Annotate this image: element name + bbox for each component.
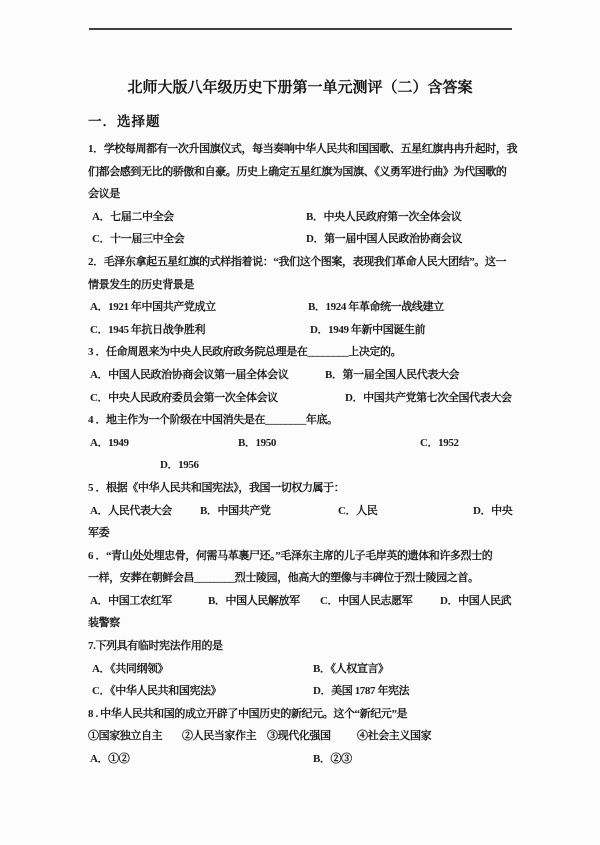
- q2-stem-line-1: 2．毛泽东拿起五星红旗的式样指着说：“我们这个图案，表现我们革命人民大团结”。这一: [88, 255, 507, 268]
- q4-stem-line-1: 4 ．地主作为一个阶级在中国消失是在________年底。: [88, 414, 338, 427]
- q8-options-row-1: [88, 748, 512, 771]
- q5-option-c: C．人民: [338, 504, 378, 517]
- q8-item-4: ④社会主义国家: [357, 730, 432, 743]
- q4-option-a: A．1949: [90, 436, 129, 449]
- q2-options-row-1: [88, 296, 512, 319]
- q1-stem-line-3: 会议是: [88, 188, 120, 201]
- q6-option-d-wrap: 装警察: [88, 617, 120, 630]
- q8-items-row: [88, 725, 512, 748]
- q4-option-c: C．1952: [420, 436, 459, 449]
- q3-options-row-1: [88, 364, 512, 387]
- q5-stem-line-1: 5 ．根据《中华人民共和国宪法》，我国一切权力属于：: [88, 481, 345, 494]
- q2-option-b: B．1924 年革命统一战线建立: [308, 301, 444, 314]
- q2-option-c: C．1945 年抗日战争胜利: [90, 323, 206, 336]
- q2-option-a: A．1921 年中国共产党成立: [90, 301, 216, 314]
- q1-stem-line-2: 们都会感到无比的骄傲和自豪。历史上确定五星红旗为国旗、《义勇军进行曲》为代国歌的: [88, 165, 507, 178]
- q6-stem-line-2: 一样，安葬在朝鲜会昌________烈士陵园，他高大的塑像与丰碑位于烈士陵园之首。: [88, 572, 479, 585]
- q7-options-row-1: [88, 658, 512, 681]
- q1-option-a: A．七届二中全会: [92, 210, 174, 223]
- section-heading: 一．选择题: [88, 114, 161, 129]
- q6-option-c: C．中国人民志愿军: [320, 594, 413, 607]
- q7-option-b: B．《人权宣言》: [313, 662, 389, 675]
- q3-option-b: B．第一届全国人民代表大会: [325, 368, 460, 381]
- q1-options-row-1: [88, 206, 512, 229]
- q6-stem-line-1: 6 ．“青山处处埋忠骨，何需马革裹尸还。”毛泽东主席的儿子毛岸英的遗体和许多烈士的: [88, 549, 493, 562]
- q1-option-b: B．中央人民政府第一次全体会议: [306, 210, 462, 223]
- q3-option-c: C．中央人民政府委员会第一次全体会议: [90, 391, 278, 404]
- q2-stem-line-2: 情景发生的历史背景是: [88, 278, 194, 291]
- q3-stem-line-1: 3 ．任命周恩来为中央人民政府政务院总理是在________上决定的。: [88, 346, 402, 359]
- q1-option-c: C．十一届三中全会: [92, 233, 185, 246]
- q6-option-a: A．中国工农红军: [90, 594, 172, 607]
- q5-option-d: D．中央: [473, 504, 513, 517]
- q5-options-row-1: [88, 500, 512, 523]
- q8-item-1: ①国家独立自主: [88, 730, 163, 743]
- q7-option-d: D．美国 1787 年宪法: [313, 685, 410, 698]
- q4-options-row-2: [88, 454, 512, 477]
- q3-option-a: A．中国人民政治协商会议第一届全体会议: [90, 368, 289, 381]
- q8-option-a: A．①②: [90, 753, 130, 766]
- q4-option-b: B．1950: [238, 436, 276, 449]
- q7-option-c: C．《中华人民共和国宪法》: [92, 685, 222, 698]
- q6-option-d: D．中国人民武: [440, 594, 512, 607]
- q5-option-b: B．中国共产党: [200, 504, 271, 517]
- q8-item-2: ②人民当家作主: [182, 730, 257, 743]
- q5-option-a: A．人民代表大会: [90, 504, 172, 517]
- q4-options-row-1: [88, 432, 512, 455]
- q1-option-d: D．第一届中国人民政治协商会议: [306, 233, 462, 246]
- q8-stem-line-1: 8 . 中华人民共和国的成立开辟了中国历史的新纪元。这个“新纪元”是: [88, 707, 408, 720]
- q7-options-row-2: [88, 680, 512, 703]
- q1-stem-line-1: 1．学校每周都有一次升国旗仪式，每当奏响中华人民共和国国歌、五星红旗冉冉升起时，我: [88, 143, 518, 155]
- questions-body: [88, 138, 518, 771]
- q2-option-d: D．1949 年新中国诞生前: [310, 323, 426, 336]
- q7-option-a: A．《共同纲领》: [92, 662, 169, 675]
- q2-options-row-2: [88, 319, 512, 342]
- q5-option-d-wrap: 军委: [88, 527, 110, 540]
- q3-options-row-2: [88, 387, 512, 410]
- q1-options-row-2: [88, 228, 512, 251]
- page-top-divider: [89, 28, 512, 30]
- document-title: 北师大版八年级历史下册第一单元测评（二）含答案: [127, 80, 473, 96]
- q7-stem-line-1: 7.下列具有临时宪法作用的是: [88, 640, 223, 653]
- q8-item-3: ③现代化强国: [267, 730, 331, 743]
- q8-option-b: B．②③: [313, 753, 352, 766]
- q4-option-d: D．1956: [160, 459, 199, 472]
- q3-option-d: D．中国共产党第七次全国代表大会: [345, 391, 512, 404]
- q6-option-b: B．中国人民解放军: [208, 594, 300, 607]
- q6-options-row-1: [88, 590, 512, 613]
